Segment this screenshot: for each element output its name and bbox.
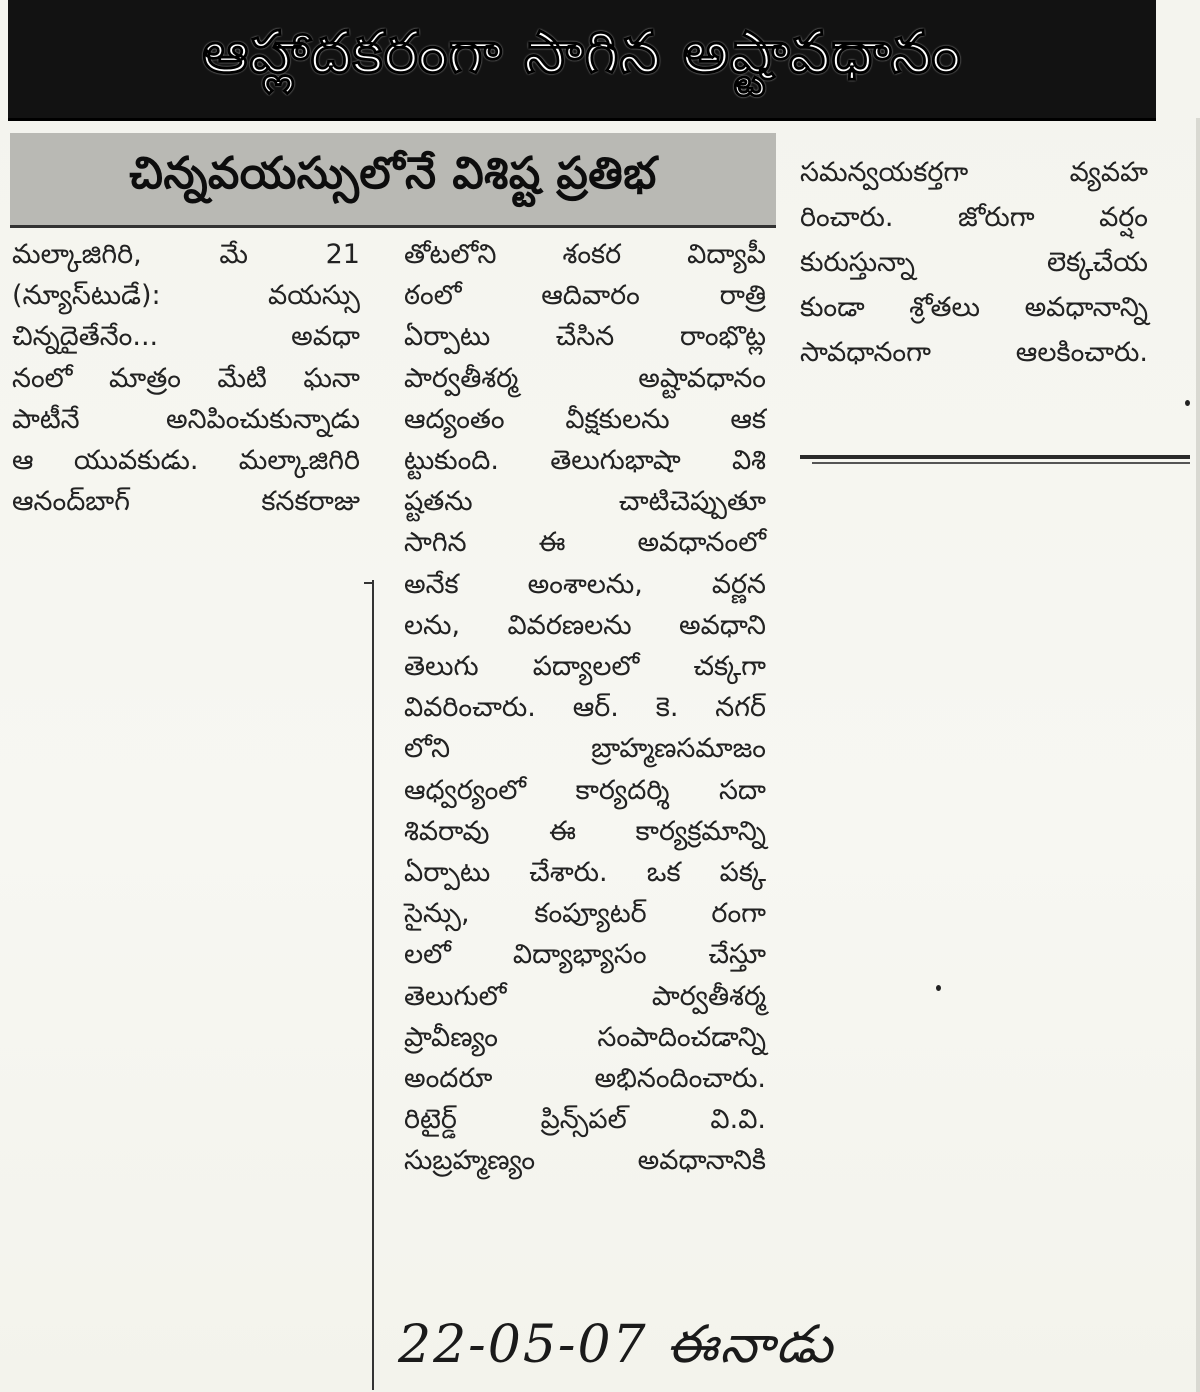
column-line: లను, వివరణలను అవధాని <box>404 609 766 641</box>
column-line: సావధానంగా ఆలకించారు. <box>800 337 1148 368</box>
column-line: లోని బ్రాహ్మణసమాజం <box>404 733 766 765</box>
article-column-3 <box>800 150 1148 375</box>
column-line: కుండా శ్రోతలు అవధానాన్ని <box>800 292 1148 323</box>
ink-speck <box>1185 400 1190 406</box>
column-line: ప్రావీణ్యం సంపాదించడాన్ని <box>404 1021 766 1053</box>
column-line: తెలుగులో పార్వతీశర్మ <box>404 980 766 1012</box>
column-line: ఠంలో ఆదివారం రాత్రి <box>404 280 766 312</box>
column-line: సమన్వయకర్తగా వ్యవహ <box>800 157 1148 188</box>
column-line: ష్టతను చాటిచెప్పుతూ <box>404 486 766 518</box>
subheadline: చిన్నవయస్సులోనే విశిష్ట ప్రతిభ <box>129 148 657 199</box>
column-line: నంలో మాత్రం మేటి ఘనా <box>12 362 360 394</box>
column-line: తెలుగు పద్యాలలో చక్కగా <box>404 651 766 683</box>
column-line: ఆద్యంతం వీక్షకులను ఆక <box>404 403 766 435</box>
column-line: (న్యూస్‌టుడే): వయస్సు <box>12 280 360 312</box>
article-column-1 <box>12 234 360 522</box>
column-line: చిన్నదైతేనేం... అవధా <box>12 321 360 353</box>
column-line: ఏర్పాటు చేశారు. ఒక పక్క <box>404 857 766 889</box>
headline: ఆహ్లాదకరంగా సాగిన అష్టావధానం <box>202 17 962 86</box>
column-line: ఆనంద్‌బాగ్ కనకరాజు <box>12 486 360 518</box>
column-line: పార్వతీశర్మ అష్టావధానం <box>404 362 766 394</box>
column-line: లలో విద్యాభ్యాసం చేస్తూ <box>404 939 766 971</box>
column-divider-tick <box>364 582 374 584</box>
article-column-2 <box>404 234 766 1182</box>
ink-speck <box>936 985 941 991</box>
column-line: సుబ్రహ్మణ్యం అవధానానికి <box>404 1145 766 1177</box>
column-line: కురుస్తున్నా లెక్కచేయ <box>800 247 1148 278</box>
column-end-rule-thin <box>812 462 1190 464</box>
clipping-edge <box>1196 118 1200 1392</box>
column-line: అందరూ అభినందించారు. <box>404 1063 766 1095</box>
column-line: తోటలోని శంకర విద్యాపీ <box>404 239 766 270</box>
column-line: మల్కాజిగిరి, మే 21 <box>12 239 360 270</box>
column-line: పాటీనే అనిపించుకున్నాడు <box>12 403 360 435</box>
column-line: ఏర్పాటు చేసిన రాంభొట్ల <box>404 321 766 353</box>
column-line: ఆధ్వర్యంలో కార్యదర్శి సదా <box>404 774 766 806</box>
column-line: ట్టుకుంది. తెలుగుభాషా విశి <box>404 445 766 477</box>
column-line: సాగిన ఈ అవధానంలో <box>404 527 766 559</box>
column-divider <box>372 580 374 1390</box>
column-line: అనేక అంశాలను, వర్ణన <box>404 568 766 600</box>
subheadline-box <box>10 133 776 228</box>
handwritten-date-note: 22-05-07 ఈనాడు <box>398 1315 835 1375</box>
headline-banner <box>8 0 1156 121</box>
column-line: వివరించారు. ఆర్. కె. నగర్ <box>404 692 766 724</box>
column-line: రిటైర్డ్ ప్రిన్స్‌పల్ వి.వి. <box>404 1104 766 1136</box>
column-end-rule <box>800 455 1190 459</box>
column-line: సైన్సు, కంప్యూటర్ రంగా <box>404 898 766 930</box>
column-line: ఆ యువకుడు. మల్కాజిగిరి <box>12 445 360 477</box>
column-line: రించారు. జోరుగా వర్షం <box>800 202 1148 233</box>
column-line: శివరావు ఈ కార్యక్రమాన్ని <box>404 815 766 847</box>
